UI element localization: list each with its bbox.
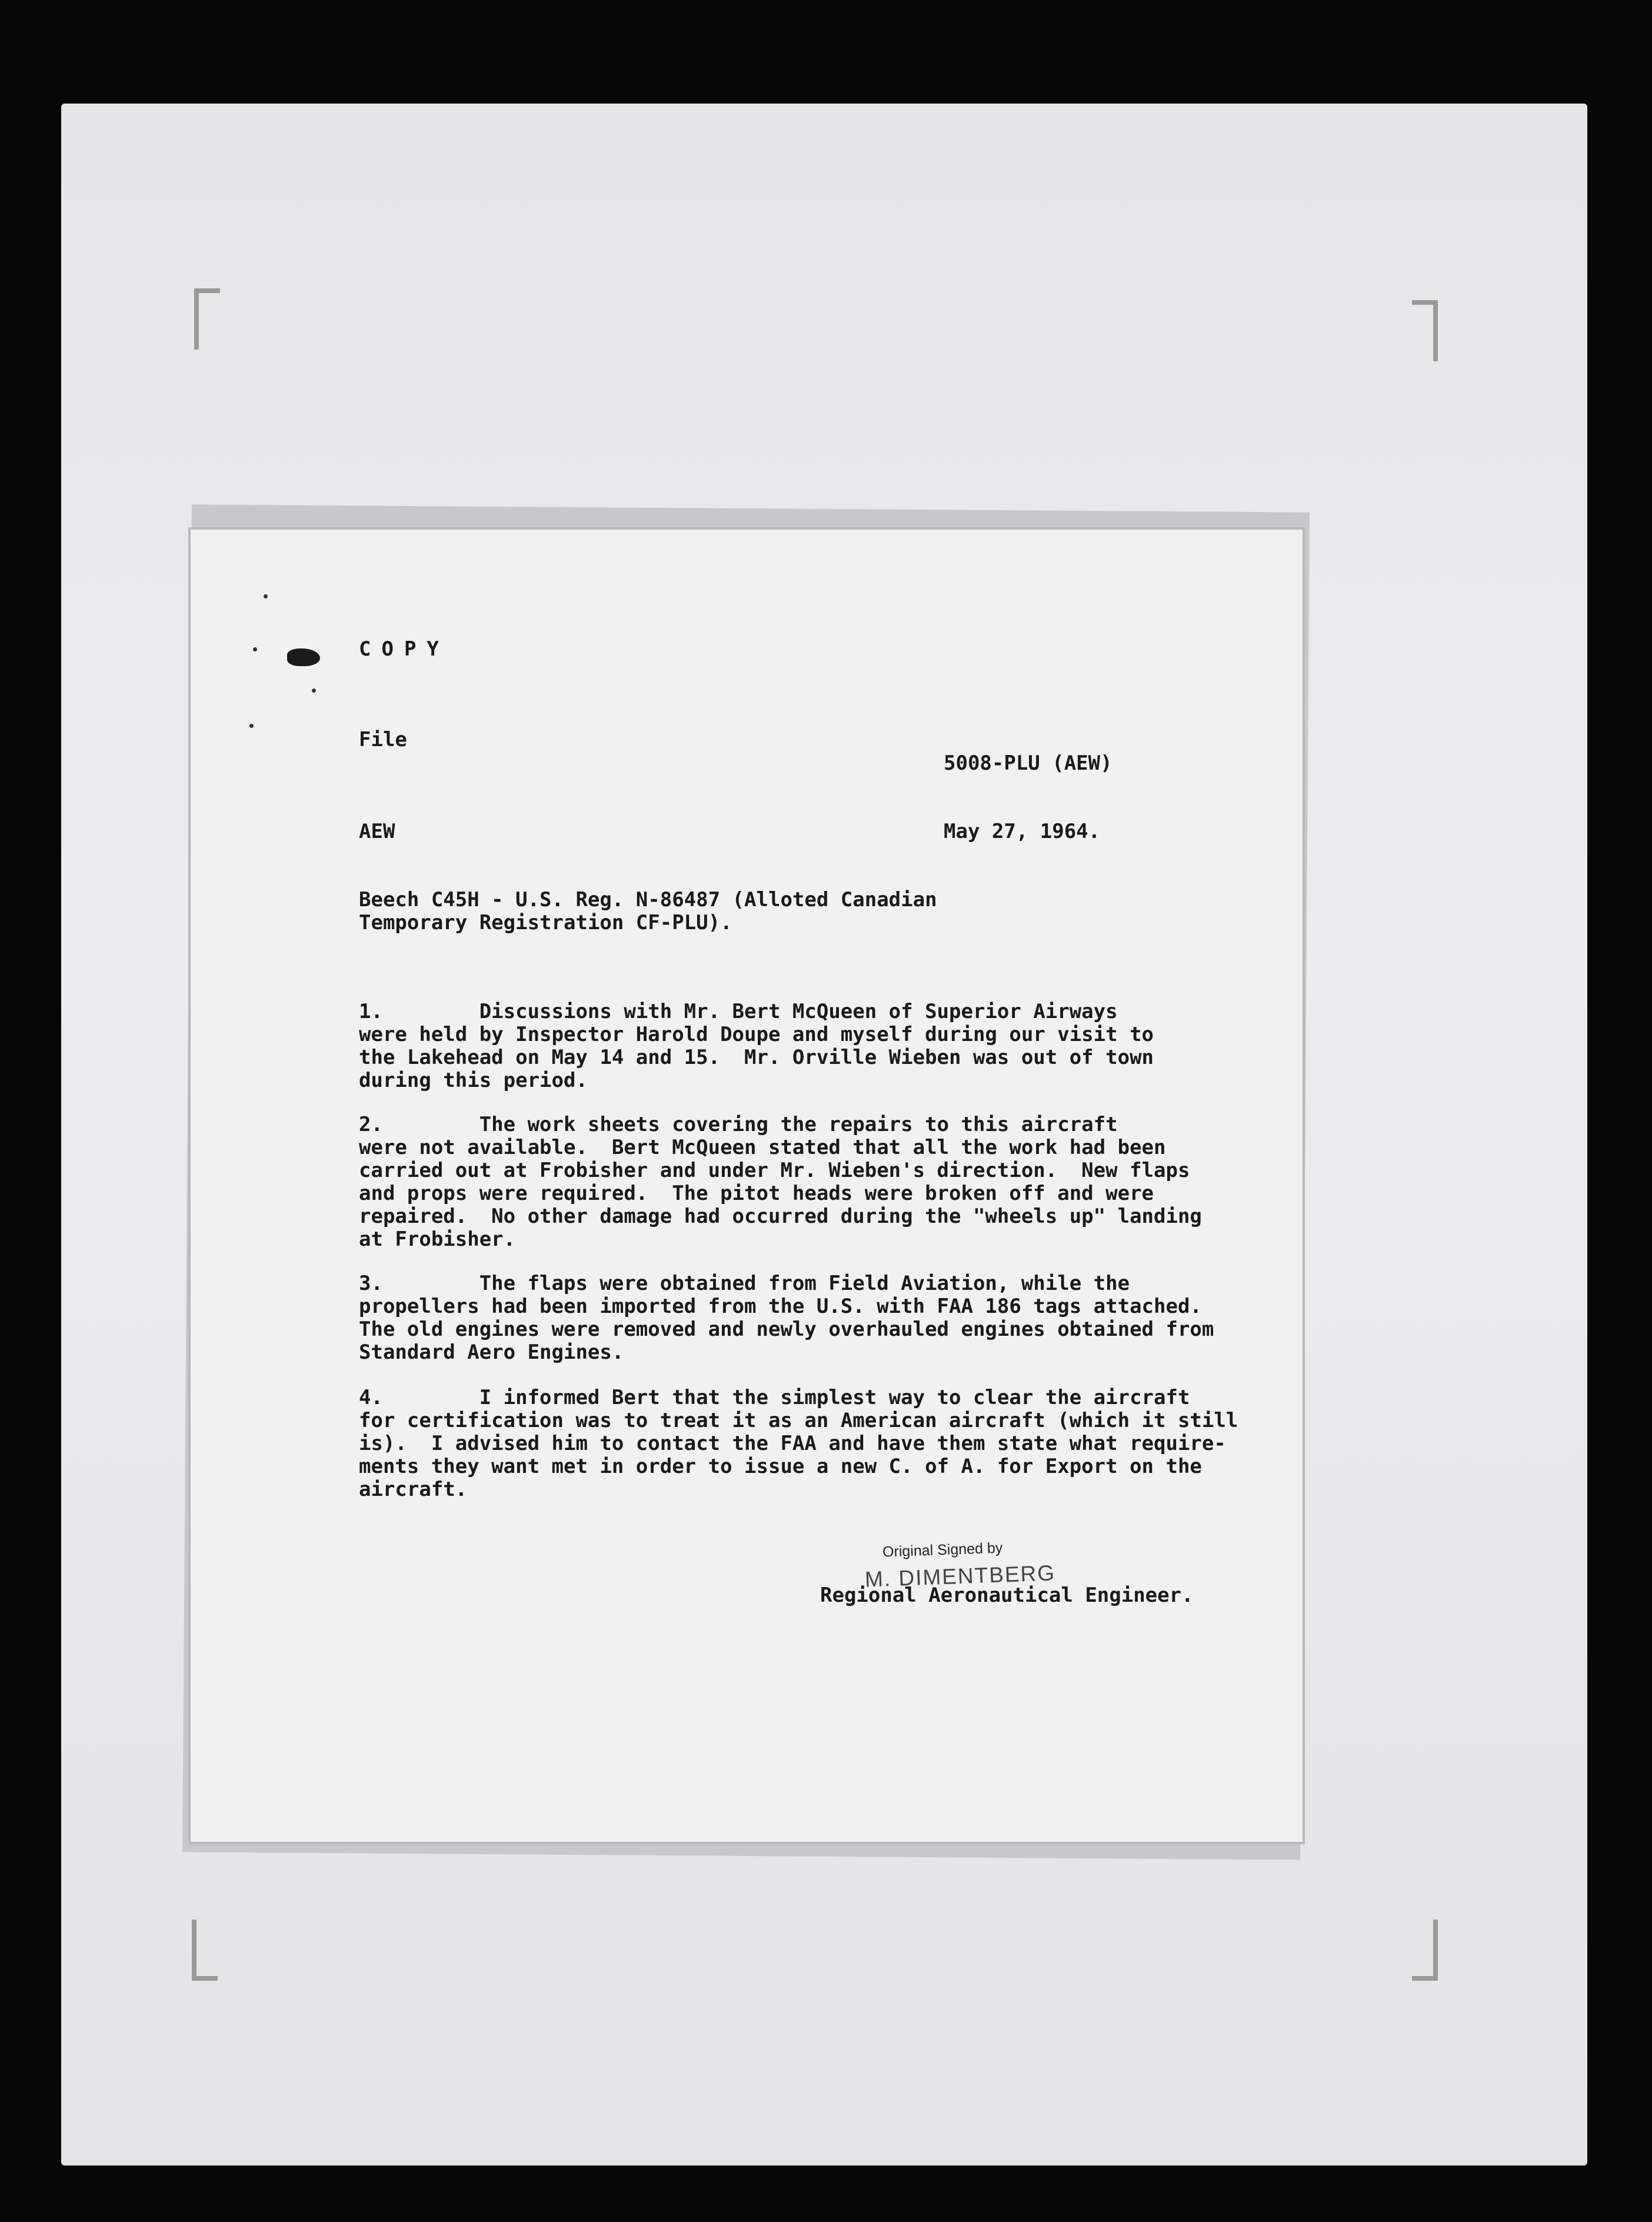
signer-name-stamp: M. DIMENTBERG: [864, 1561, 1056, 1592]
memo-paragraph-2: 2. The work sheets covering the repairs to this aircraft were not available. Bert McQueen stated that all the work had been carried out at Frobisher and under Mr. Wieben's direction. New flaps and props were required. The pitot heads were broken off and were repaired. No other damage had occurred during the "wheels up" landing at Frobisher.: [359, 1113, 1202, 1251]
memo-paragraph-4: 4. I informed Bert that the simplest way to clear the aircraft for certification was to treat it as an American aircraft (which it still is). I advised him to contact the FAA and have them state what require- ments they want met in order to issue a new C. of A. for Export on the aircraft.: [359, 1386, 1238, 1501]
ink-blot: [287, 648, 320, 666]
ink-speck: [312, 688, 316, 693]
file-number: 5008-PLU (AEW): [944, 751, 1113, 775]
sender-code: AEW: [359, 820, 395, 843]
ink-speck: [249, 724, 254, 728]
crop-mark-top-right: [1412, 300, 1438, 361]
crop-mark-bottom-right: [1412, 1920, 1438, 1981]
copy-label: COPY: [359, 637, 449, 661]
file-label: File: [359, 728, 407, 751]
crop-mark-top-left: [194, 288, 220, 350]
signer-title: Regional Aeronautical Engineer.: [820, 1584, 1194, 1607]
memo-subject: Beech C45H - U.S. Reg. N-86487 (Alloted Canadian Temporary Registration CF-PLU).: [359, 888, 937, 934]
crop-mark-bottom-left: [192, 1920, 218, 1981]
memo-date: May 27, 1964.: [944, 820, 1101, 843]
ink-speck: [253, 647, 257, 651]
memo-paragraph-1: 1. Discussions with Mr. Bert McQueen of Superior Airways were held by Inspector Harold Doupe and myself during our visit to the Lakehead on May 14 and 15. Mr. Orville Wieben was out of town during this period.: [359, 1000, 1154, 1092]
memo-paragraph-3: 3. The flaps were obtained from Field Aviation, while the propellers had been imported from the U.S. with FAA 186 tags attached. The old engines were removed and newly overhauled engines obtained from Standard Aero Engines.: [359, 1272, 1214, 1364]
ink-speck: [264, 594, 268, 598]
signed-by-stamp: Original Signed by: [882, 1539, 1003, 1561]
